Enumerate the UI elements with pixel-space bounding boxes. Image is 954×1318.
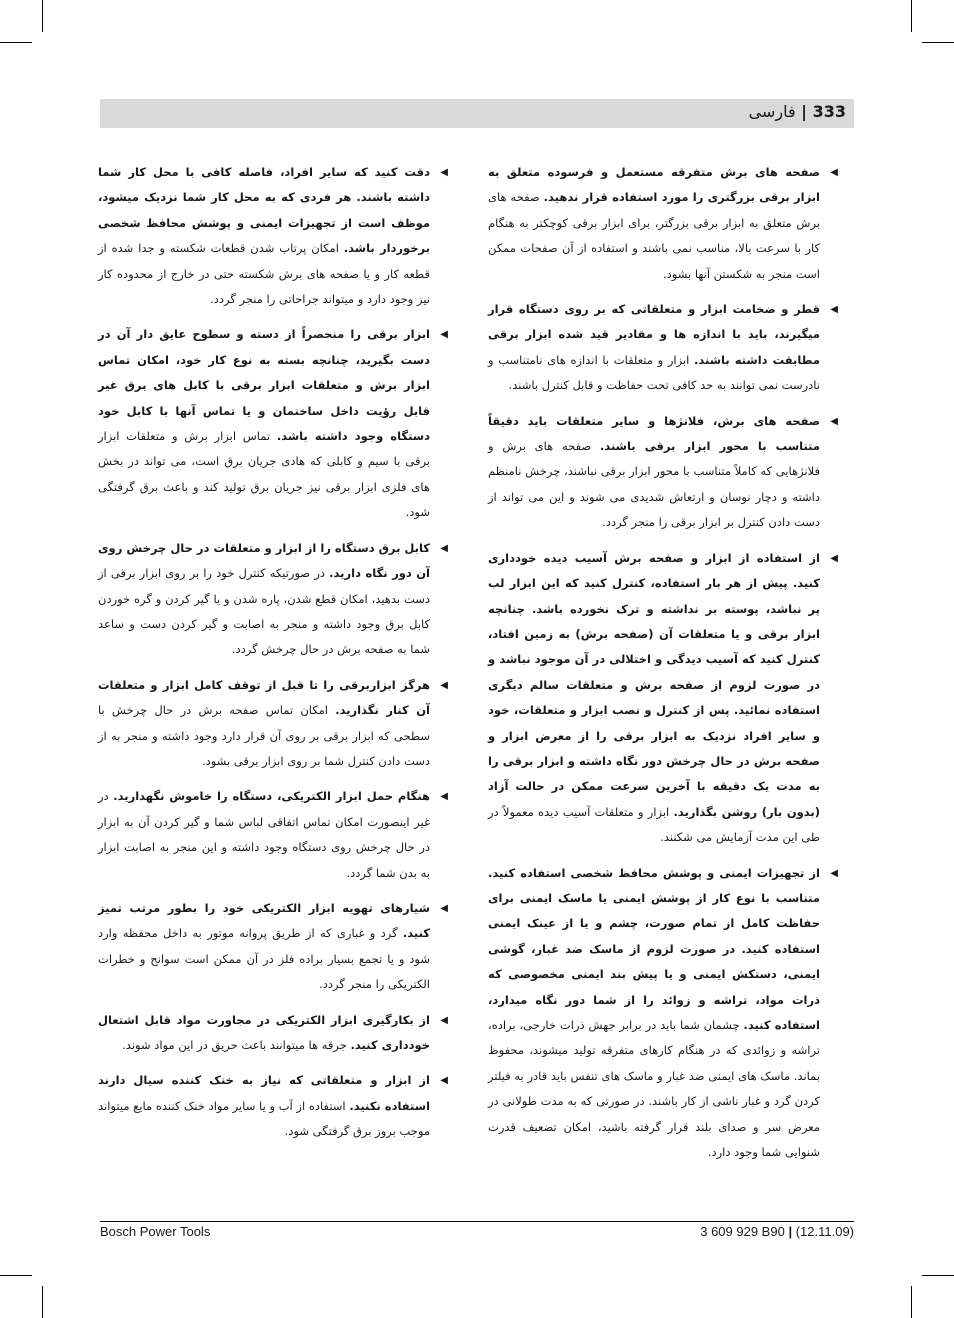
- triangle-left-icon: ◀: [830, 867, 838, 879]
- triangle-left-icon: ◀: [830, 167, 838, 178]
- instruction-emphasis: هرگز ابزاربرقی را تا قبل از توقف کامل ابزار و متعلقات آن کنار نگذارید.: [98, 677, 430, 718]
- instruction-emphasis: از تجهیزات ایمنی و پوشش محافظ شخصی استفاده کنید. متناسب با نوع کار از پوشش ایمنی یا ماسک ایمنی برای حفاظت کامل از تمام صورت، چشم و یا از عینک ایمنی استفاده کنید. در صورت لزوم از ماسک ضد غبار، گوشی ایمنی، دستکش ایمنی و یا پیش بند ایمنی مخصوصی که ذرات مواد، تراشه و زوائد را از شما دور نگاه میدارد، استفاده کنید.: [488, 865, 820, 1032]
- crop-mark: [922, 42, 954, 43]
- triangle-left-icon: ◀: [440, 1014, 448, 1026]
- safety-instruction-item: [98, 536, 448, 663]
- instruction-emphasis: قطر و ضخامت ابزار و متعلقاتی که بر روی دستگاه قرار میگیرند، باید با اندازه ها و مقادیر قید شده ابزار برقی مطابقت داشته باشند.: [488, 302, 820, 367]
- instruction-emphasis: ابزار برقی را منحصراً از دسته و سطوح عایق دار آن در دست بگیرید، چنانچه بسته به نوع کار خود، امکان تماس ابزار برش و متعلقات ابزار برقی با کابل های برق غیر قابل رؤیت داخل ساختمان و یا تماس آنها با کابل خود دستگاه وجود داشته باشد.: [98, 327, 430, 444]
- triangle-left-icon: ◀: [440, 542, 448, 554]
- safety-instruction-item: [488, 297, 838, 399]
- page-header: [100, 99, 854, 128]
- instruction-emphasis: دقت کنید که سایر افراد، فاصله کافی با محل کار شما داشته باشند. هر فردی که به محل کار شما نزدیک میشود، موظف است از تجهیزات ایمنی و پوشش محافظ شخصی برخوردار باشد.: [98, 165, 431, 256]
- instruction-emphasis: صفحه های برش متفرقه مستعمل و فرسوده متعلق به ابزار برقی بزرگتری را مورد استفاده قرار ندهید.: [488, 165, 820, 205]
- instruction-explanation: صفحه های برش متعلق به ابزار برقی بزرگتر، برای ابزار برقی کوچکتر به هنگام کار با سرعت بالا، مناسب نمی باشند و استفاده از آن صفحات ممکن است منجر به شکستن آنها بشود.: [488, 190, 820, 281]
- safety-instruction-item: [98, 1068, 448, 1144]
- instruction-emphasis: صفحه های برش، فلانژها و سایر متعلقات باید دقیقاً متناسب با محور ابزار برقی باشند.: [488, 413, 820, 454]
- crop-mark: [911, 1286, 912, 1318]
- language-label: فارسی: [748, 102, 796, 121]
- instruction-explanation: ابزار و متعلقات آسیب دیده معمولاً در طی این مدت آزمایش می شکنند.: [488, 804, 820, 845]
- triangle-left-icon: ◀: [440, 791, 448, 803]
- crop-mark: [0, 42, 32, 43]
- safety-instruction-item: [488, 546, 838, 851]
- footer-doc-info: [700, 1224, 854, 1239]
- triangle-left-icon: ◀: [440, 679, 448, 691]
- triangle-left-icon: ◀: [830, 304, 838, 316]
- left-column: [98, 160, 448, 1155]
- footer-rule: [100, 1221, 854, 1222]
- safety-instruction-item: [488, 160, 838, 287]
- instruction-emphasis: شیارهای تهویه ابزار الکتریکی خود را بطور مرتب تمیز کنید.: [98, 900, 430, 941]
- safety-instruction-item: [98, 322, 448, 525]
- crop-mark: [0, 1275, 32, 1276]
- instruction-explanation: تماس ابزار برش و متعلقات ابزار برقی با سیم و کابلی که هادی جریان برق است، می تواند در بخش های فلزی ابزار برقی نیز جریان برق تولید کند و باعث برق گرفتگی شود.: [98, 429, 430, 520]
- crop-mark: [911, 0, 912, 32]
- safety-instruction-item: [98, 1008, 448, 1059]
- instruction-explanation: در غیر اینصورت امکان تماس اتفاقی لباس شما و گیر کردن آن به ابزار در حال چرخش روی دستگاه وجود داشته و این منجر به اصابت ابزار به بدن شما گردد.: [98, 789, 430, 880]
- instruction-explanation: استفاده از آب و یا سایر مواد خنک کننده مایع میتواند موجب بروز برق گرفتگی شود.: [98, 1098, 430, 1139]
- crop-mark: [42, 1286, 43, 1318]
- instruction-emphasis: از ابزار و متعلقاتی که نیاز به خنک کننده سیال دارند استفاده نکنید.: [98, 1073, 431, 1113]
- instruction-explanation: ابزار و متعلقات با اندازه های نامتناسب و نادرست نمی توانند به حد کافی تحت حفاظت و قابل کنترل باشند.: [488, 352, 820, 393]
- triangle-left-icon: ◀: [440, 329, 448, 341]
- header-title: [749, 102, 846, 121]
- triangle-left-icon: ◀: [830, 415, 838, 427]
- instruction-emphasis: از استفاده از ابزار و صفحه برش آسیب دیده خودداری کنید. پیش از هر بار استفاده، کنترل کنید که این ابزار لب پر نباشد، پوسته بر نداشته و ترک نخورده باشد. چنانچه ابزار برقی و یا متعلقات آن (صفحه برش) به زمین افتاد، کنترل کنید که آسیب دیدگی و اختلالی در آن موجود نباشد و در صورت لزوم از صفحه برش و متعلقات سالم دیگری استفاده نمائید. پس از کنترل و نصب ابزار و متعلقات، خود و سایر افراد نزدیک به ابزار برقی را از معرض ابزار و صفحه برش در حال چرخش دور نگاه داشته و ابزار برقی را به مدت یک دقیقه با آخرین سرعت ممکن در حالت آزاد (بدون بار) روشن بگذارید.: [488, 550, 821, 819]
- crop-mark: [42, 0, 43, 32]
- header-separator: |: [801, 102, 808, 121]
- safety-instruction-item: [488, 861, 838, 1166]
- instruction-emphasis: کابل برق دستگاه را از ابزار و متعلقات در حال چرخش روی آن دور نگاه دارید.: [98, 540, 430, 581]
- instruction-explanation: گرد و غباری که از طریق پروانه موتور به داخل محفظه وارد شود و یا تجمع بسیار براده فلز در آن ممکن است سوانح و خطرات الکتریکی را منجر گردد.: [98, 926, 430, 992]
- safety-instruction-item: [98, 784, 448, 886]
- safety-instruction-item: [98, 160, 448, 312]
- instruction-explanation: امکان پرتاب شدن قطعات شکسته و جدا شده از قطعه کار و یا صفحه های برش شکسته حتی در خارج از محدوده کار نیز وجود دارد و میتواند جراحاتی را منجر گردد.: [98, 241, 430, 307]
- instruction-explanation: در صورتیکه کنترل خود را بر روی ابزار برقی از دست بدهید، امکان قطع شدن، پاره شدن و یا گیر کردن و گره خوردن کابل برق وجود داشته و منجر به اصابت و گیر کردن دست و ساعد شما به صفحه برش در حال چرخش گردد.: [98, 566, 430, 657]
- safety-instruction-item: [98, 896, 448, 998]
- instruction-emphasis: هنگام حمل ابزار الکتریکی، دستگاه را خاموش نگهدارید.: [113, 789, 430, 804]
- crop-mark: [922, 1275, 954, 1276]
- instruction-explanation: جرقه ها میتوانند باعث حریق در این مواد شوند.: [122, 1038, 351, 1052]
- triangle-left-icon: ◀: [440, 1075, 448, 1087]
- triangle-left-icon: ◀: [440, 902, 448, 914]
- footer-separator: |: [788, 1224, 793, 1239]
- triangle-left-icon: ◀: [440, 167, 448, 178]
- triangle-left-icon: ◀: [830, 552, 838, 564]
- safety-instruction-item: [488, 409, 838, 536]
- footer-brand: Bosch Power Tools: [100, 1224, 211, 1239]
- doc-number: 3 609 929 B90: [700, 1224, 785, 1239]
- instruction-explanation: صفحه های برش و فلانژهایی که کاملاً متناسب با محور ابزار برقی نباشند، چرخش نامنظم داشته و دچار نوسان و ارتعاش شدیدی می شوند و این می تواند از دست دادن کنترل بر ابزار برقی را منجر گردد.: [488, 439, 820, 530]
- instruction-emphasis: از بکارگیری ابزار الکتریکی در مجاورت مواد قابل اشتعال خودداری کنید.: [98, 1012, 430, 1052]
- safety-instruction-item: [98, 673, 448, 775]
- instruction-explanation: چشمان شما باید در برابر جهش ذرات خارجی، براده، تراشه و زوائدی که در هنگام کارهای متفرقه تولید میشوند، محفوظ بماند. ماسک های ایمنی ضد غبار و ماسک های تنفس باید قادر به فیلتر کردن گرد و غبار ناشی از کار باشند. در صورتی که به مدت طولانی در معرض سر و صدای بلند قرار گرفته باشید، امکان تضعیف قدرت شنوایی شما وجود دارد.: [488, 1018, 820, 1160]
- instruction-explanation: امکان تماس صفحه برش در حال چرخش با سطحی که ابزار برقی بر روی آن قرار دارد وجود داشته و منجر به از دست دادن کنترل شما بر روی ابزار برقی بشود.: [98, 703, 430, 768]
- doc-date: (12.11.09): [795, 1224, 854, 1239]
- page-number: 333: [812, 102, 846, 121]
- right-column: [488, 160, 838, 1175]
